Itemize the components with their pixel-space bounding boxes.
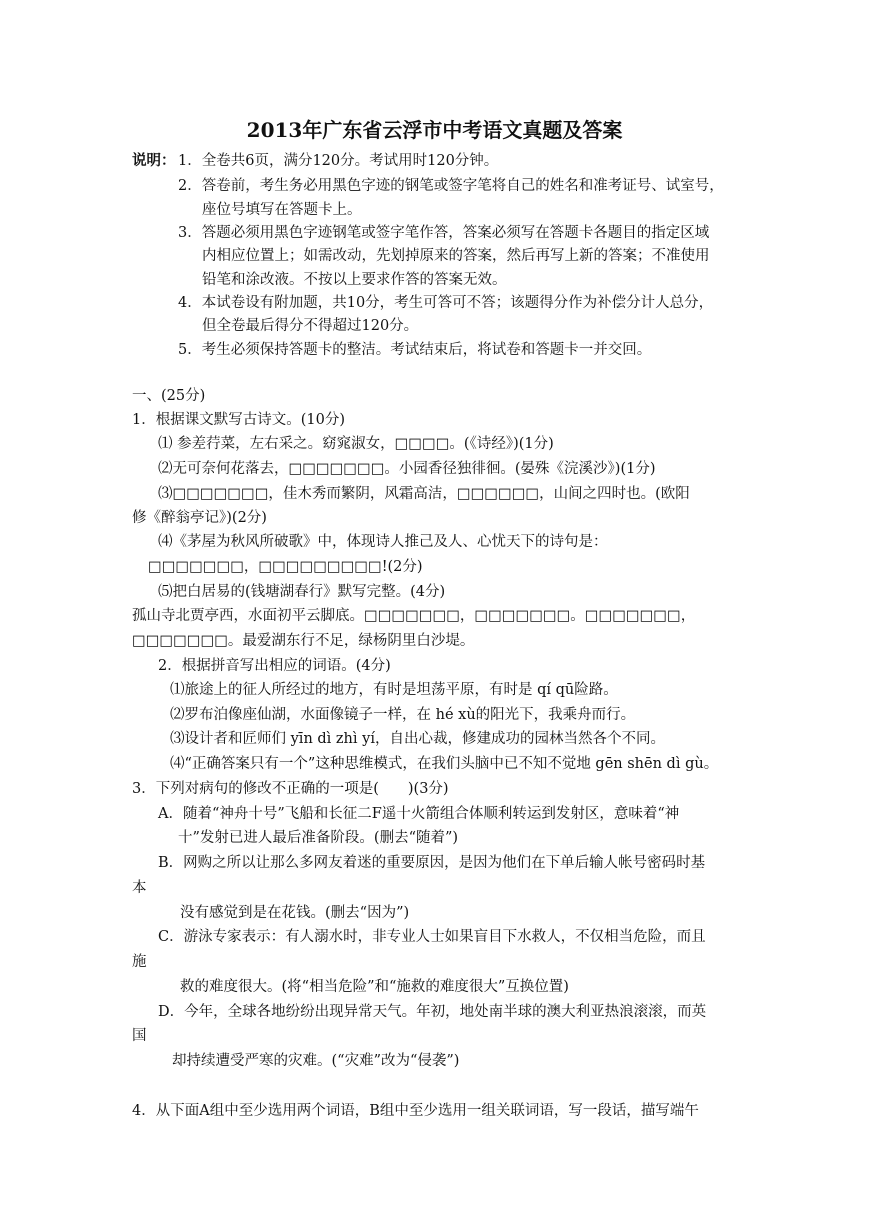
question-item: ⑷“正确答案只有一个”这种思维模式，在我们头脑中已不知不觉地 gēn shēn dì gù。 — [170, 756, 719, 772]
instruction-line: 1．全卷共6页，满分120分。考试用时120分钟。 — [178, 153, 499, 169]
instruction-line: 2．答卷前，考生务必用黑色字迹的钢笔或签字笔将自己的姓名和准考证号、试室号， — [178, 178, 724, 194]
question-stem: 3．下列对病句的修改不正确的一项是( )(3分) — [132, 781, 449, 797]
question-item: ⑴ 参差荇菜，左右采之。窈窕淑女，□□□□。(《诗经》)(1分) — [158, 436, 554, 452]
section-heading: 一、(25分) — [132, 388, 206, 404]
question-stem: 4．从下面A组中至少选用两个词语，B组中至少选用一组关联词语，写一段话，描写端午 — [132, 1103, 699, 1119]
instruction-line: 座位号填写在答题卡上。 — [202, 202, 362, 218]
question-item: ⑷《茅屋为秋风所破歌》中，体现诗人推己及人、心忧天下的诗句是： — [158, 534, 608, 550]
instruction-line: 铅笔和涂改液。不按以上要求作答的答案无效。 — [202, 272, 507, 288]
question-item: ⑶设计者和匠师们 yīn dì zhì yí，自出心裁，修建成功的园林当然各个不同。 — [170, 731, 665, 747]
question-option: A．随着“神舟十号”飞船和长征二F遥十火箭组合体顺利转运到发射区，意味着“神 — [158, 806, 680, 822]
question-option: 没有感觉到是在花钱。(删去“因为”) — [180, 905, 410, 921]
question-option: 本 — [132, 880, 147, 896]
question-stem: 1．根据课文默写古诗文。(10分) — [132, 412, 345, 428]
question-item: □□□□□□□，□□□□□□□□□!(2分) — [148, 559, 423, 575]
question-item: 孤山寺北贾亭西，水面初平云脚底。□□□□□□□，□□□□□□□。□□□□□□□， — [132, 608, 696, 624]
question-item: ⑴旅途上的征人所经过的地方，有时是坦荡平原，有时是 qí qū险路。 — [170, 682, 618, 698]
question-item: ⑵罗布泊像座仙湖，水面像镜子一样，在 hé xù的阳光下，我乘舟而行。 — [170, 707, 636, 723]
question-option: 国 — [132, 1028, 147, 1044]
question-item: ⑸把白居易的(钱塘湖春行》默写完整。(4分) — [158, 584, 446, 600]
document-title: 2013年广东省云浮市中考语文真题及答案 — [246, 118, 623, 142]
question-item: ⑵无可奈何花落去，□□□□□□□。小园香径独徘徊。(晏殊《浣溪沙》)(1分) — [158, 461, 656, 477]
instruction-line: 内相应位置上；如需改动，先划掉原来的答案，然后再写上新的答案；不准使用 — [202, 248, 710, 264]
instructions-label: 说明： — [132, 152, 176, 169]
instruction-line: 但全卷最后得分不得超过120分。 — [202, 318, 419, 334]
question-item: 修《醉翁亭记》)(2分) — [132, 510, 267, 526]
question-option: 施 — [132, 954, 147, 970]
question-option: D．今年，全球各地纷纷出现异常天气。年初，地处南半球的澳大利亚热浪滚滚，而英 — [158, 1004, 707, 1020]
instruction-line: 3．答题必须用黑色字迹钢笔或签字笔作答，答案必须写在答题卡各题目的指定区域 — [178, 225, 710, 241]
question-item: □□□□□□□。最爱湖东行不足，绿杨阴里白沙堤。 — [132, 633, 475, 649]
question-option: 救的难度很大。(将“相当危险”和“施救的难度很大”互换位置) — [180, 979, 569, 995]
question-option: 十”发射已进人最后准备阶段。(删去“随着”) — [178, 830, 459, 846]
question-option: B．网购之所以让那么多网友着迷的重要原因，是因为他们在下单后输人帐号密码时基 — [158, 855, 706, 871]
question-stem: 2．根据拼音写出相应的词语。(4分) — [158, 658, 391, 674]
instruction-line: 4．本试卷设有附加题，共10分，考生可答可不答；该题得分作为补偿分计人总分， — [178, 295, 714, 311]
question-option: C．游泳专家表示：有人溺水时，非专业人士如果盲目下水救人，不仅相当危险，而且 — [158, 929, 706, 945]
question-item: ⑶□□□□□□□，佳木秀而繁阴，风霜高洁，□□□□□□，山间之四时也。(欧阳 — [158, 486, 690, 502]
instruction-line: 5．考生必须保持答题卡的整洁。考试结束后，将试卷和答题卡一并交回。 — [178, 342, 652, 358]
question-option: 却持续遭受严寒的灾难。(“灾难”改为“侵袭”) — [172, 1053, 460, 1069]
